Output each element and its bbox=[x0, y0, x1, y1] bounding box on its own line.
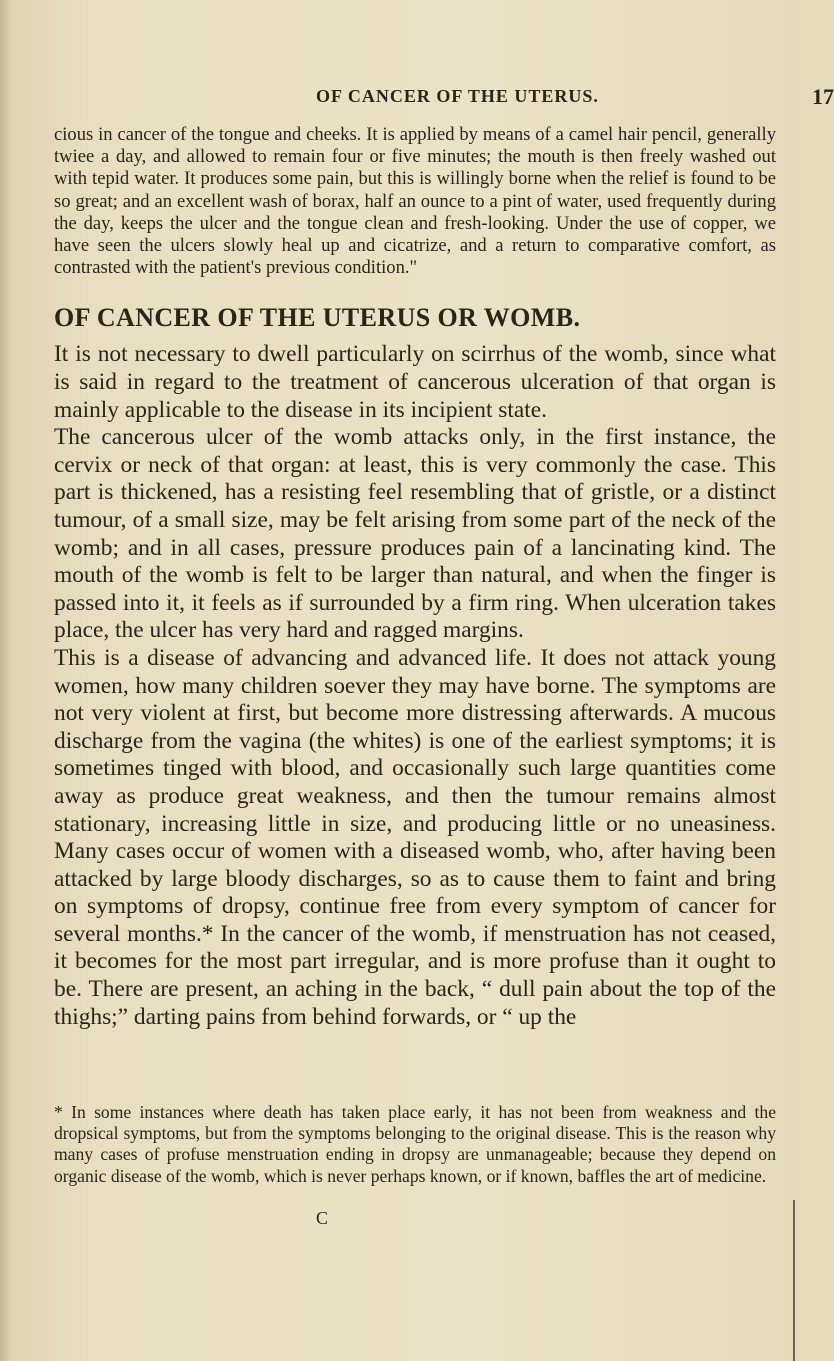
page-edge-line bbox=[793, 1200, 795, 1361]
page-header bbox=[200, 84, 834, 116]
section-title: OF CANCER OF THE UTERUS OR WOMB. bbox=[54, 303, 581, 333]
page-gutter-shadow bbox=[0, 0, 12, 1361]
page-number: 17 bbox=[812, 84, 834, 109]
paragraph-symptoms: This is a disease of advancing and advanced life. It does not attack young women, how many children soever they may have borne. The symptoms are not very violent at first, but become more distressing afterwards. A mucous discharge from the vagina (the whites) is one of the earliest symptoms; it is sometimes tinged with blood, and occasionally such large quantities come away as produce great weakness, and then the tumour remains almost stationary, increasing little in size, and producing little or no uneasiness. Many cases occur of women with a diseased womb, who, after having been attacked by large bloody discharges, so as to cause them to faint and bring on symptoms of dropsy, continue free from every symptom of cancer for several months.* In the cancer of the womb, if menstruation has not ceased, it becomes for the most part irregular, and is more profuse than it ought to be. There are present, an aching in the back, “ dull pain about the top of the thighs;” darting pains from behind forwards, or “ up the bbox=[54, 644, 776, 1030]
quote-continuation: cious in cancer of the tongue and cheeks. It is applied by means of a camel hair pencil, generally twiee a day, and allowed to remain four or five minutes; the mouth is then freely washed out with tepid water. It produces some pain, but this is willingly borne when the relief is found to be so great; and an excellent wash of borax, half an ounce to a pint of water, used frequently during the day, keeps the ulcer and the tongue clean and fresh-looking. Under the use of copper, we have seen the ulcers slowly heal up and cicatrize, and a return to comparative comfort, as contrasted with the patient's previous condition." bbox=[54, 124, 776, 279]
footnote: * In some instances where death has taken place early, it has not been from weakness and the dropsical symptoms, but from the symptoms belonging to the original disease. This is the reason why many cases of profuse menstruation ending in dropsy are unmanageable; because they depend on organic disease of the womb, which is never perhaps known, or if known, baffles the art of medicine. bbox=[54, 1102, 776, 1186]
page-content bbox=[54, 124, 776, 1031]
running-head: OF CANCER OF THE UTERUS. bbox=[316, 86, 599, 106]
paragraph-cancerous-ulcer: The cancerous ulcer of the womb attacks only, in the first instance, the cervix or neck of that organ: at least, this is very commonly the case. This part is thickened, has a resisting feel resembling that of gristle, or a distinct tumour, of a small size, may be felt arising from some part of the neck of the womb; and in all cases, pressure produces pain of a lancinating kind. The mouth of the womb is felt to be larger than natural, and when the finger is passed into it, it feels as if surrounded by a firm ring. When ulceration takes place, the ulcer has very hard and ragged margins. bbox=[54, 424, 776, 644]
signature-mark: C bbox=[316, 1208, 329, 1228]
paragraph-scirrhus: It is not necessary to dwell particularly on scirrhus of the womb, since what is said in regard to the treatment of cancerous ulceration of that organ is mainly applicable to the disease in its incipient state. bbox=[54, 341, 776, 423]
